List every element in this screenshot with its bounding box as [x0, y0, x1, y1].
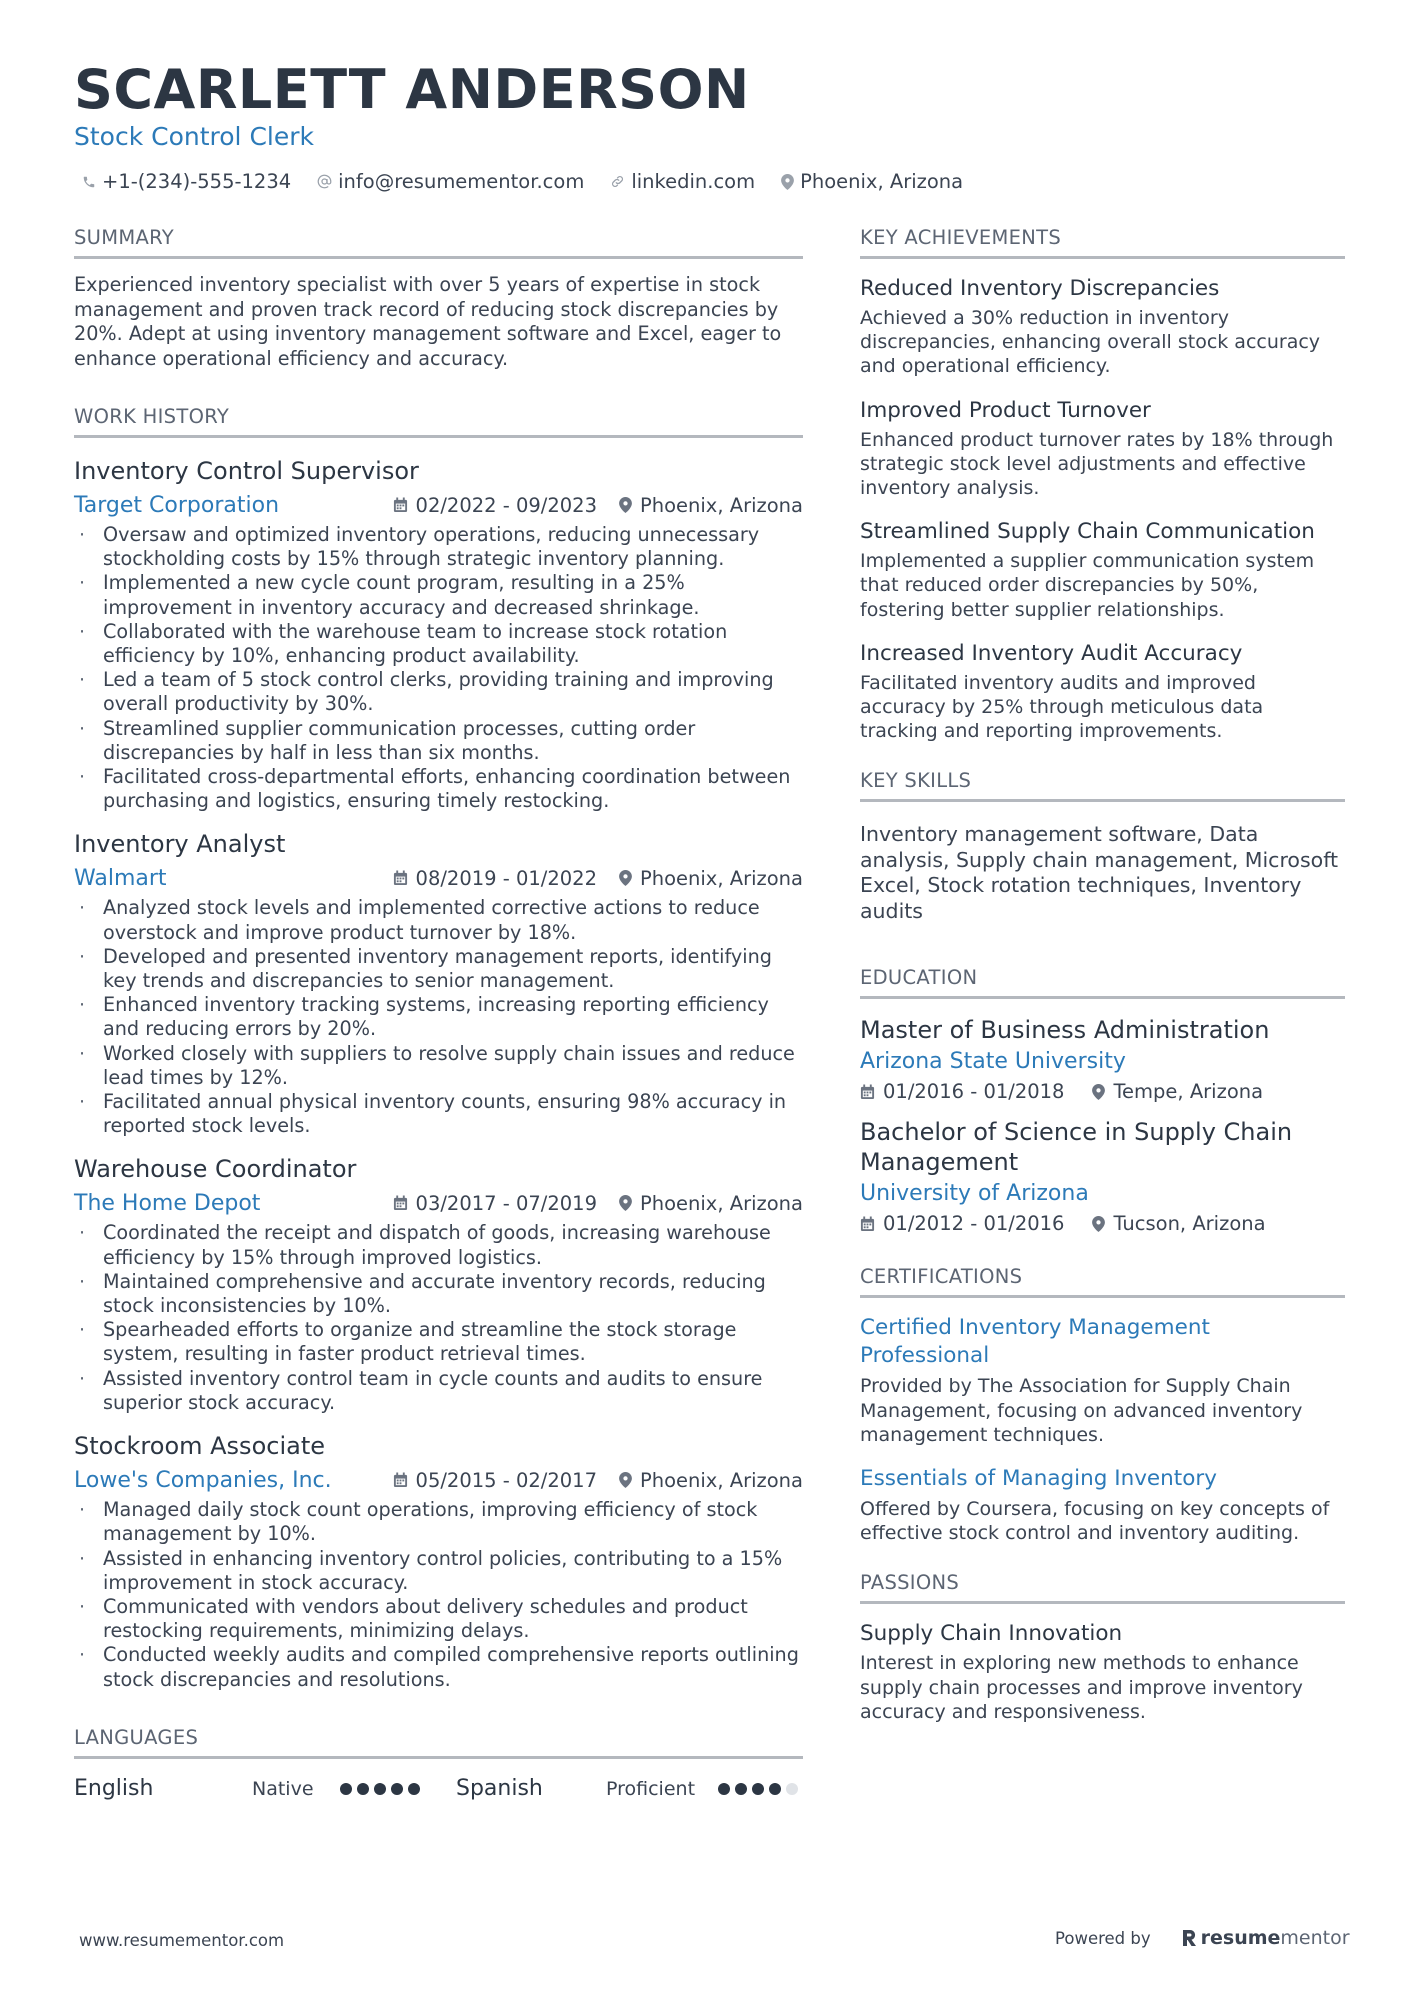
job-dates-text: 08/2019 - 01/2022: [415, 866, 597, 890]
job-entry: [74, 1431, 803, 1692]
certification-item: [860, 1465, 1345, 1545]
languages-row: [74, 1771, 803, 1807]
rating-dot-filled: [357, 1783, 369, 1795]
rating-dot-empty: [786, 1783, 798, 1795]
achievement-desc: Facilitated inventory audits and improved accuracy by 25% through meticulous data tracking and reporting improvements.: [860, 671, 1264, 743]
job-entry: [74, 1154, 803, 1415]
map-pin-icon: [781, 174, 794, 190]
job-bullet: · Implemented a new cycle count program, resulting in a 25% improvement in inventory accuracy and decreased shrinkage.: [74, 571, 803, 619]
education-item: [860, 1015, 1345, 1103]
language-entry: [74, 1776, 456, 1801]
achievement-desc: Enhanced product turnover rates by 18% through strategic stock level adjustments and effective inventory analysis.: [860, 428, 1334, 500]
job-location-text: Phoenix, Arizona: [639, 493, 803, 517]
map-pin-icon: [619, 1472, 632, 1488]
job-dates: [393, 494, 597, 517]
job-company: Target Corporation: [74, 492, 280, 518]
achievement-title: Increased Inventory Audit Accuracy: [860, 640, 1243, 666]
map-pin-icon: [619, 870, 632, 886]
job-location: [619, 1192, 803, 1215]
skills-section: [860, 769, 1345, 924]
language-level: Native: [252, 1777, 314, 1800]
job-dates-text: 02/2022 - 09/2023: [415, 493, 597, 517]
passions-section: [860, 1571, 1345, 1724]
achievement-title: Reduced Inventory Discrepancies: [860, 276, 1220, 301]
contact-phone-text: +1-(234)-555-1234: [102, 170, 292, 193]
job-bullet: · Conducted weekly audits and compiled comprehensive reports outlining stock discrepancies and resolutions.: [74, 1643, 803, 1691]
rating-dot-filled: [752, 1783, 764, 1795]
summary-text: Experienced inventory specialist with over 5 years of expertise in stock management and proven track record of reducing stock discrepancies by 20%. Adept at using inventory management software and Excel, eager to enhance operational efficiency and accuracy.: [74, 273, 782, 370]
achievement-title: Streamlined Supply Chain Communication: [860, 519, 1315, 545]
job-meta: [74, 1464, 803, 1496]
calendar-icon: [860, 1216, 875, 1232]
job-meta: [74, 862, 803, 894]
candidate-name: SCARLETT ANDERSON: [74, 58, 750, 121]
language-name: English: [74, 1776, 154, 1802]
job-location-text: Phoenix, Arizona: [639, 1191, 803, 1215]
contact-location-text: Phoenix, Arizona: [800, 170, 964, 193]
achievement-desc: Implemented a supplier communication system that reduced order discrepancies by 50%, fostering better supplier relationships.: [860, 550, 1315, 621]
rating-dot-filled: [340, 1783, 352, 1795]
map-pin-icon: [619, 497, 632, 513]
certifications-heading: CERTIFICATIONS: [860, 1265, 1345, 1298]
job-company: Lowe's Companies, Inc.: [74, 1467, 332, 1493]
right-column: [860, 226, 1345, 1742]
calendar-icon: [860, 1084, 875, 1100]
job-dates: [393, 1469, 597, 1492]
map-pin-icon: [619, 1195, 632, 1211]
job-location-text: Phoenix, Arizona: [639, 1468, 803, 1492]
rating-dot-filled: [735, 1783, 747, 1795]
job-bullet: · Communicated with vendors about delivery schedules and product restocking requirements, minimizing delays.: [74, 1595, 803, 1643]
education-meta: [860, 1212, 1345, 1235]
language-level: Proficient: [606, 1777, 696, 1800]
job-bullet: · Led a team of 5 stock control clerks, providing training and improving overall productivity by 30%.: [74, 668, 803, 716]
brand-logo[interactable]: [1181, 1927, 1350, 1949]
skills-text: Inventory management software, Data analysis, Supply chain management, Microsoft Excel, Stock rotation techniques, Inventory audits: [860, 822, 1339, 923]
education-location-text: Tucson, Arizona: [1113, 1212, 1266, 1236]
job-dates-text: 03/2017 - 07/2019: [415, 1191, 597, 1215]
certification-title: Certified Inventory Management Professional: [860, 1315, 1210, 1369]
language-entry: [456, 1776, 803, 1801]
education-dates-text: 01/2012 - 01/2016: [883, 1212, 1065, 1236]
certification-item: [860, 1314, 1345, 1447]
calendar-icon: [393, 1472, 408, 1488]
job-bullets: [74, 896, 803, 1138]
certifications-section: [860, 1265, 1345, 1545]
calendar-icon: [393, 497, 408, 513]
map-pin-icon: [1092, 1084, 1105, 1100]
job-bullet: · Analyzed stock levels and implemented corrective actions to reduce overstock and improve product turnover by 18%.: [74, 896, 803, 944]
job-dates-text: 05/2015 - 02/2017: [415, 1468, 597, 1492]
job-meta: [74, 1187, 803, 1219]
work-history-heading: WORK HISTORY: [74, 405, 803, 438]
education-degree: Bachelor of Science in Supply Chain Management: [860, 1118, 1293, 1177]
phone-icon: [82, 175, 96, 189]
candidate-role: Stock Control Clerk: [74, 122, 314, 151]
job-bullet: · Assisted inventory control team in cycle counts and audits to ensure superior stock accuracy.: [74, 1367, 803, 1415]
certification-desc: Provided by The Association for Supply Chain Management, focusing on advanced inventory management techniques.: [860, 1375, 1303, 1446]
education-location-text: Tempe, Arizona: [1113, 1080, 1264, 1104]
education-degree: Master of Business Administration: [860, 1016, 1270, 1045]
passion-title: Supply Chain Innovation: [860, 1621, 1123, 1647]
powered-by-label: Powered by: [1055, 1928, 1151, 1948]
contact-phone[interactable]: [82, 170, 291, 193]
contact-linkedin-text: linkedin.com: [631, 170, 756, 193]
at-icon: [317, 174, 332, 189]
rating-dot-filled: [718, 1783, 730, 1795]
education-location: [1092, 1212, 1265, 1235]
work-history-section: [74, 405, 803, 1692]
skills-heading: KEY SKILLS: [860, 769, 1345, 802]
job-bullet: · Developed and presented inventory management reports, identifying key trends and discrepancies to senior management.: [74, 945, 803, 993]
achievement-item: [860, 640, 1345, 744]
job-entry: [74, 829, 803, 1138]
contact-email-text: info@resumementor.com: [338, 170, 585, 193]
education-section: [860, 966, 1345, 1235]
achievements-heading: KEY ACHIEVEMENTS: [860, 226, 1345, 259]
job-company: Walmart: [74, 865, 167, 891]
achievement-item: [860, 518, 1345, 622]
job-location-text: Phoenix, Arizona: [639, 866, 803, 890]
job-bullet: · Assisted in enhancing inventory control policies, contributing to a 15% improvement in stock accuracy.: [74, 1547, 803, 1595]
job-title: Inventory Control Supervisor: [74, 457, 419, 485]
education-heading: EDUCATION: [860, 966, 1345, 999]
calendar-icon: [393, 1195, 408, 1211]
education-dates: [860, 1080, 1064, 1103]
job-bullet: · Streamlined supplier communication processes, cutting order discrepancies by half in less than six months.: [74, 717, 803, 765]
brand-name-part-b: mentor: [1280, 1927, 1350, 1949]
link-icon: [610, 174, 625, 189]
job-bullets: [74, 1498, 803, 1692]
education-dates: [860, 1212, 1064, 1235]
rating-dot-filled: [374, 1783, 386, 1795]
calendar-icon: [393, 870, 408, 886]
rating-dot-filled: [391, 1783, 403, 1795]
job-bullet: · Facilitated annual physical inventory counts, ensuring 98% accuracy in reported stock levels.: [74, 1090, 803, 1138]
job-bullet: · Spearheaded efforts to organize and streamline the stock storage system, resulting in faster product retrieval times.: [74, 1318, 803, 1366]
education-school: University of Arizona: [860, 1181, 1089, 1207]
education-item: [860, 1117, 1345, 1235]
job-location: [619, 867, 803, 890]
job-bullet: · Oversaw and optimized inventory operations, reducing unnecessary stockholding costs by 15% through strategic inventory planning.: [74, 523, 803, 571]
summary-section: [74, 226, 803, 371]
job-bullet: · Maintained comprehensive and accurate inventory records, reducing stock inconsistencies by 10%.: [74, 1270, 803, 1318]
left-column: [74, 226, 803, 1807]
certification-title: Essentials of Managing Inventory: [860, 1466, 1217, 1492]
language-rating: [340, 1783, 425, 1795]
job-company: The Home Depot: [74, 1190, 261, 1216]
languages-section: [74, 1726, 803, 1807]
brand-name-part-a: resume: [1200, 1927, 1281, 1949]
contact-email[interactable]: [317, 170, 584, 193]
passions-heading: PASSIONS: [860, 1571, 1345, 1604]
rating-dot-filled: [408, 1783, 420, 1795]
languages-heading: LANGUAGES: [74, 1726, 803, 1759]
job-dates: [393, 867, 597, 890]
achievement-item: [860, 275, 1345, 379]
certification-desc: Offered by Coursera, focusing on key concepts of effective stock control and inventory auditing.: [860, 1498, 1330, 1545]
achievement-item: [860, 397, 1345, 501]
footer-website[interactable]: www.resumementor.com: [79, 1931, 285, 1950]
contact-bar: [82, 170, 989, 193]
contact-linkedin[interactable]: [610, 170, 755, 193]
passion-desc: Interest in exploring new methods to enhance supply chain processes and improve inventory accuracy and responsiveness.: [860, 1652, 1303, 1723]
language-rating: [718, 1783, 803, 1795]
job-bullets: [74, 523, 803, 813]
summary-heading: SUMMARY: [74, 226, 803, 259]
job-bullet: · Managed daily stock count operations, improving efficiency of stock management by 10%.: [74, 1498, 803, 1546]
contact-location: [781, 170, 963, 193]
job-title: Inventory Analyst: [74, 830, 286, 859]
job-bullet: · Worked closely with suppliers to resolve supply chain issues and reduce lead times by 12%.: [74, 1042, 803, 1090]
job-title: Warehouse Coordinator: [74, 1155, 357, 1184]
rating-dot-filled: [769, 1783, 781, 1795]
job-bullet: · Enhanced inventory tracking systems, increasing reporting efficiency and reducing errors by 20%.: [74, 993, 803, 1041]
job-location: [619, 1469, 803, 1492]
language-name: Spanish: [456, 1776, 543, 1802]
job-bullet: · Collaborated with the warehouse team to increase stock rotation efficiency by 10%, enhancing product availability.: [74, 620, 803, 668]
job-location: [619, 494, 803, 517]
job-entry: [74, 456, 803, 813]
education-location: [1092, 1080, 1263, 1103]
job-bullets: [74, 1221, 803, 1415]
achievement-desc: Achieved a 30% reduction in inventory discrepancies, enhancing overall stock accuracy and operational efficiency.: [860, 307, 1321, 378]
achievement-title: Improved Product Turnover: [860, 397, 1151, 423]
job-title: Stockroom Associate: [74, 1432, 325, 1461]
job-meta: [74, 489, 803, 521]
job-bullet: · Facilitated cross-departmental efforts, enhancing coordination between purchasing and logistics, ensuring timely restocking.: [74, 765, 803, 813]
passion-item: [860, 1620, 1345, 1724]
job-bullet: · Coordinated the receipt and dispatch of goods, increasing warehouse efficiency by 15% through improved logistics.: [74, 1221, 803, 1269]
brand-logo-icon: [1181, 1929, 1197, 1947]
job-dates: [393, 1192, 597, 1215]
map-pin-icon: [1092, 1216, 1105, 1232]
education-school: Arizona State University: [860, 1049, 1126, 1075]
education-dates-text: 01/2016 - 01/2018: [883, 1080, 1065, 1104]
footer-powered-by: [1055, 1927, 1350, 1949]
achievements-section: [860, 226, 1345, 743]
education-meta: [860, 1080, 1345, 1103]
